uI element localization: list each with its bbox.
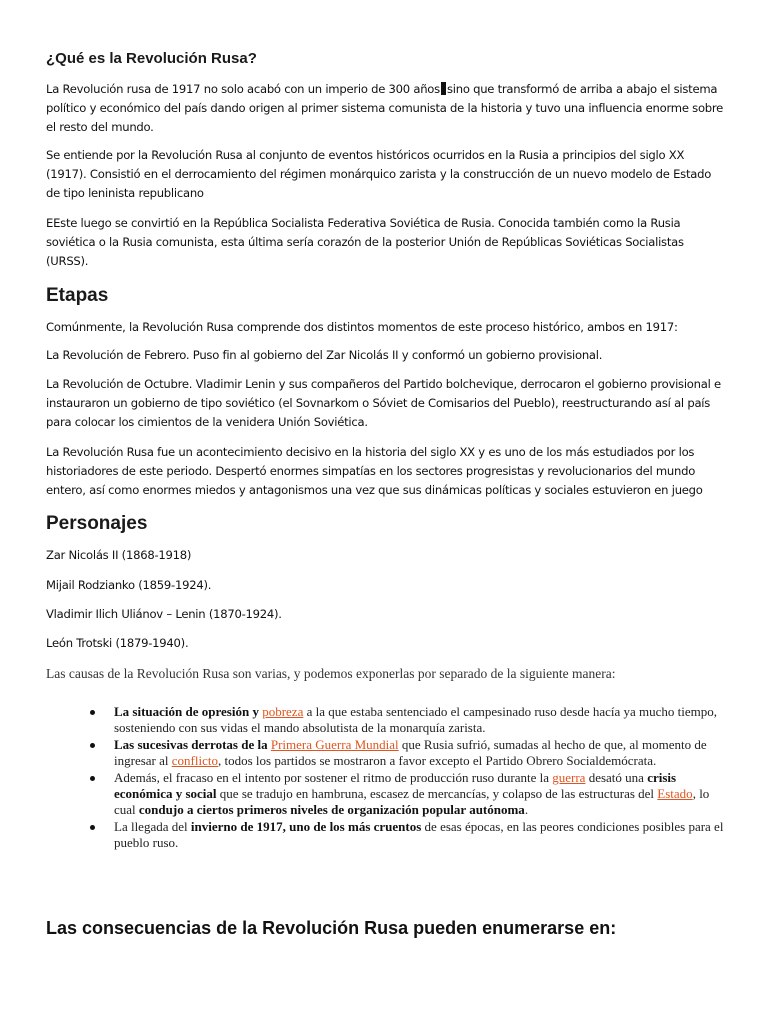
personaje-item: León Trotski (1879-1940). xyxy=(46,636,189,650)
personaje-item: Zar Nicolás II (1868-1918) xyxy=(46,548,192,562)
causas-intro: Las causas de la Revolución Rusa son varias, y podemos exponerlas por separado de la siguiente manera: xyxy=(46,666,616,681)
list-item: La llegada del invierno de 1917, uno de los más cruentos de esas épocas, en las peores condiciones posibles para el pueblo ruso. xyxy=(90,819,730,850)
etapas-paragraph-4: La Revolución Rusa fue un acontecimiento decisivo en la historia del siglo XX y es uno de los más estudiados por los historiadores de este periodo. Despertó enormes simpatías en los sectores progresistas y revolucionarios del mundo entero, así como enormes miedos y antagonismos una vez que sus dinámicas políticas y sociales estuvieron en juego xyxy=(46,445,703,497)
section-title-etapas: Etapas xyxy=(46,285,109,306)
personaje-item: Mijail Rodzianko (1859-1924). xyxy=(46,578,212,592)
section-title-que-es: ¿Qué es la Revolución Rusa? xyxy=(46,50,257,67)
intro-paragraph-3: EEste luego se convirtió en la República Socialista Federativa Soviética de Rusia. Conocida también como la Rusia soviética o la Rusia comunista, esta última sería corazón de la posterior Unión de Repúblicas Soviéticas Socialistas (URSS). xyxy=(46,216,684,268)
link-pobreza[interactable]: pobreza xyxy=(262,704,304,719)
intro-paragraph-1: La Revolución rusa de 1917 no solo acabó con un imperio de 300 años sino que transformó de arriba a abajo el sistema político y económico del país dando origen al primer sistema comunista de la historia y tuvo una influencia enorme sobre el resto del mundo. xyxy=(46,82,724,134)
link-guerra[interactable]: guerra xyxy=(552,770,586,786)
personaje-item: Vladimir Ilich Uliánov – Lenin (1870-1924). xyxy=(46,607,282,621)
list-item: La situación de opresión y pobreza a la que estaba sentenciado el campesinado ruso desde hacía ya mucho tiempo, sosteniendo con sus vidas el mando absolutista de la monarquía zarista. xyxy=(90,704,730,735)
link-conflicto[interactable]: conflicto xyxy=(171,752,218,768)
intro-paragraph-2: Se entiende por la Revolución Rusa al conjunto de eventos históricos ocurridos en la Rusia a principios del siglo XX (1917). Consistió en el derrocamiento del régimen monárquico zarista y la construcción de un nuevo modelo de Estado de tipo leninista republicano xyxy=(46,148,712,200)
section-title-consecuencias: Las consecuencias de la Revolución Rusa pueden enumerarse en: xyxy=(46,918,617,938)
list-item: Además, el fracaso en el intento por sostener el ritmo de producción ruso durante la guerra desató una crisis económica y social que se tradujo en hambruna, escasez de mercancías, y colapso de las estructuras del Estado, lo cual condujo a ciertos primeros niveles de organización popular autónoma. xyxy=(90,770,730,817)
link-primera-guerra-mundial[interactable]: Primera Guerra Mundial xyxy=(270,737,399,753)
etapas-paragraph-2: La Revolución de Febrero. Puso fin al gobierno del Zar Nicolás II y conformó un gobierno provisional. xyxy=(46,348,603,362)
text-cursor xyxy=(441,82,446,95)
causas-list xyxy=(90,704,730,852)
list-item: Las sucesivas derrotas de la Primera Guerra Mundial que Rusia sufrió, sumadas al hecho de que, al momento de ingresar al conflicto, todos los partidos se mostraron a favor excepto el Partido Obrero Socialdemócrata. xyxy=(90,737,730,768)
etapas-paragraph-3: La Revolución de Octubre. Vladimir Lenin y sus compañeros del Partido bolchevique, derrocaron el gobierno provisional e instauraron un gobierno de tipo soviético (el Sovnarkom o Sóviet de Comisarios del Pueblo), reestructurando así al país para colocar los cimientos de la venidera Unión Soviética. xyxy=(46,377,721,429)
link-estado[interactable]: Estado xyxy=(657,785,693,801)
section-title-personajes: Personajes xyxy=(46,513,148,534)
etapas-paragraph-1: Comúnmente, la Revolución Rusa comprende dos distintos momentos de este proceso histórico, ambos en 1917: xyxy=(46,320,678,334)
